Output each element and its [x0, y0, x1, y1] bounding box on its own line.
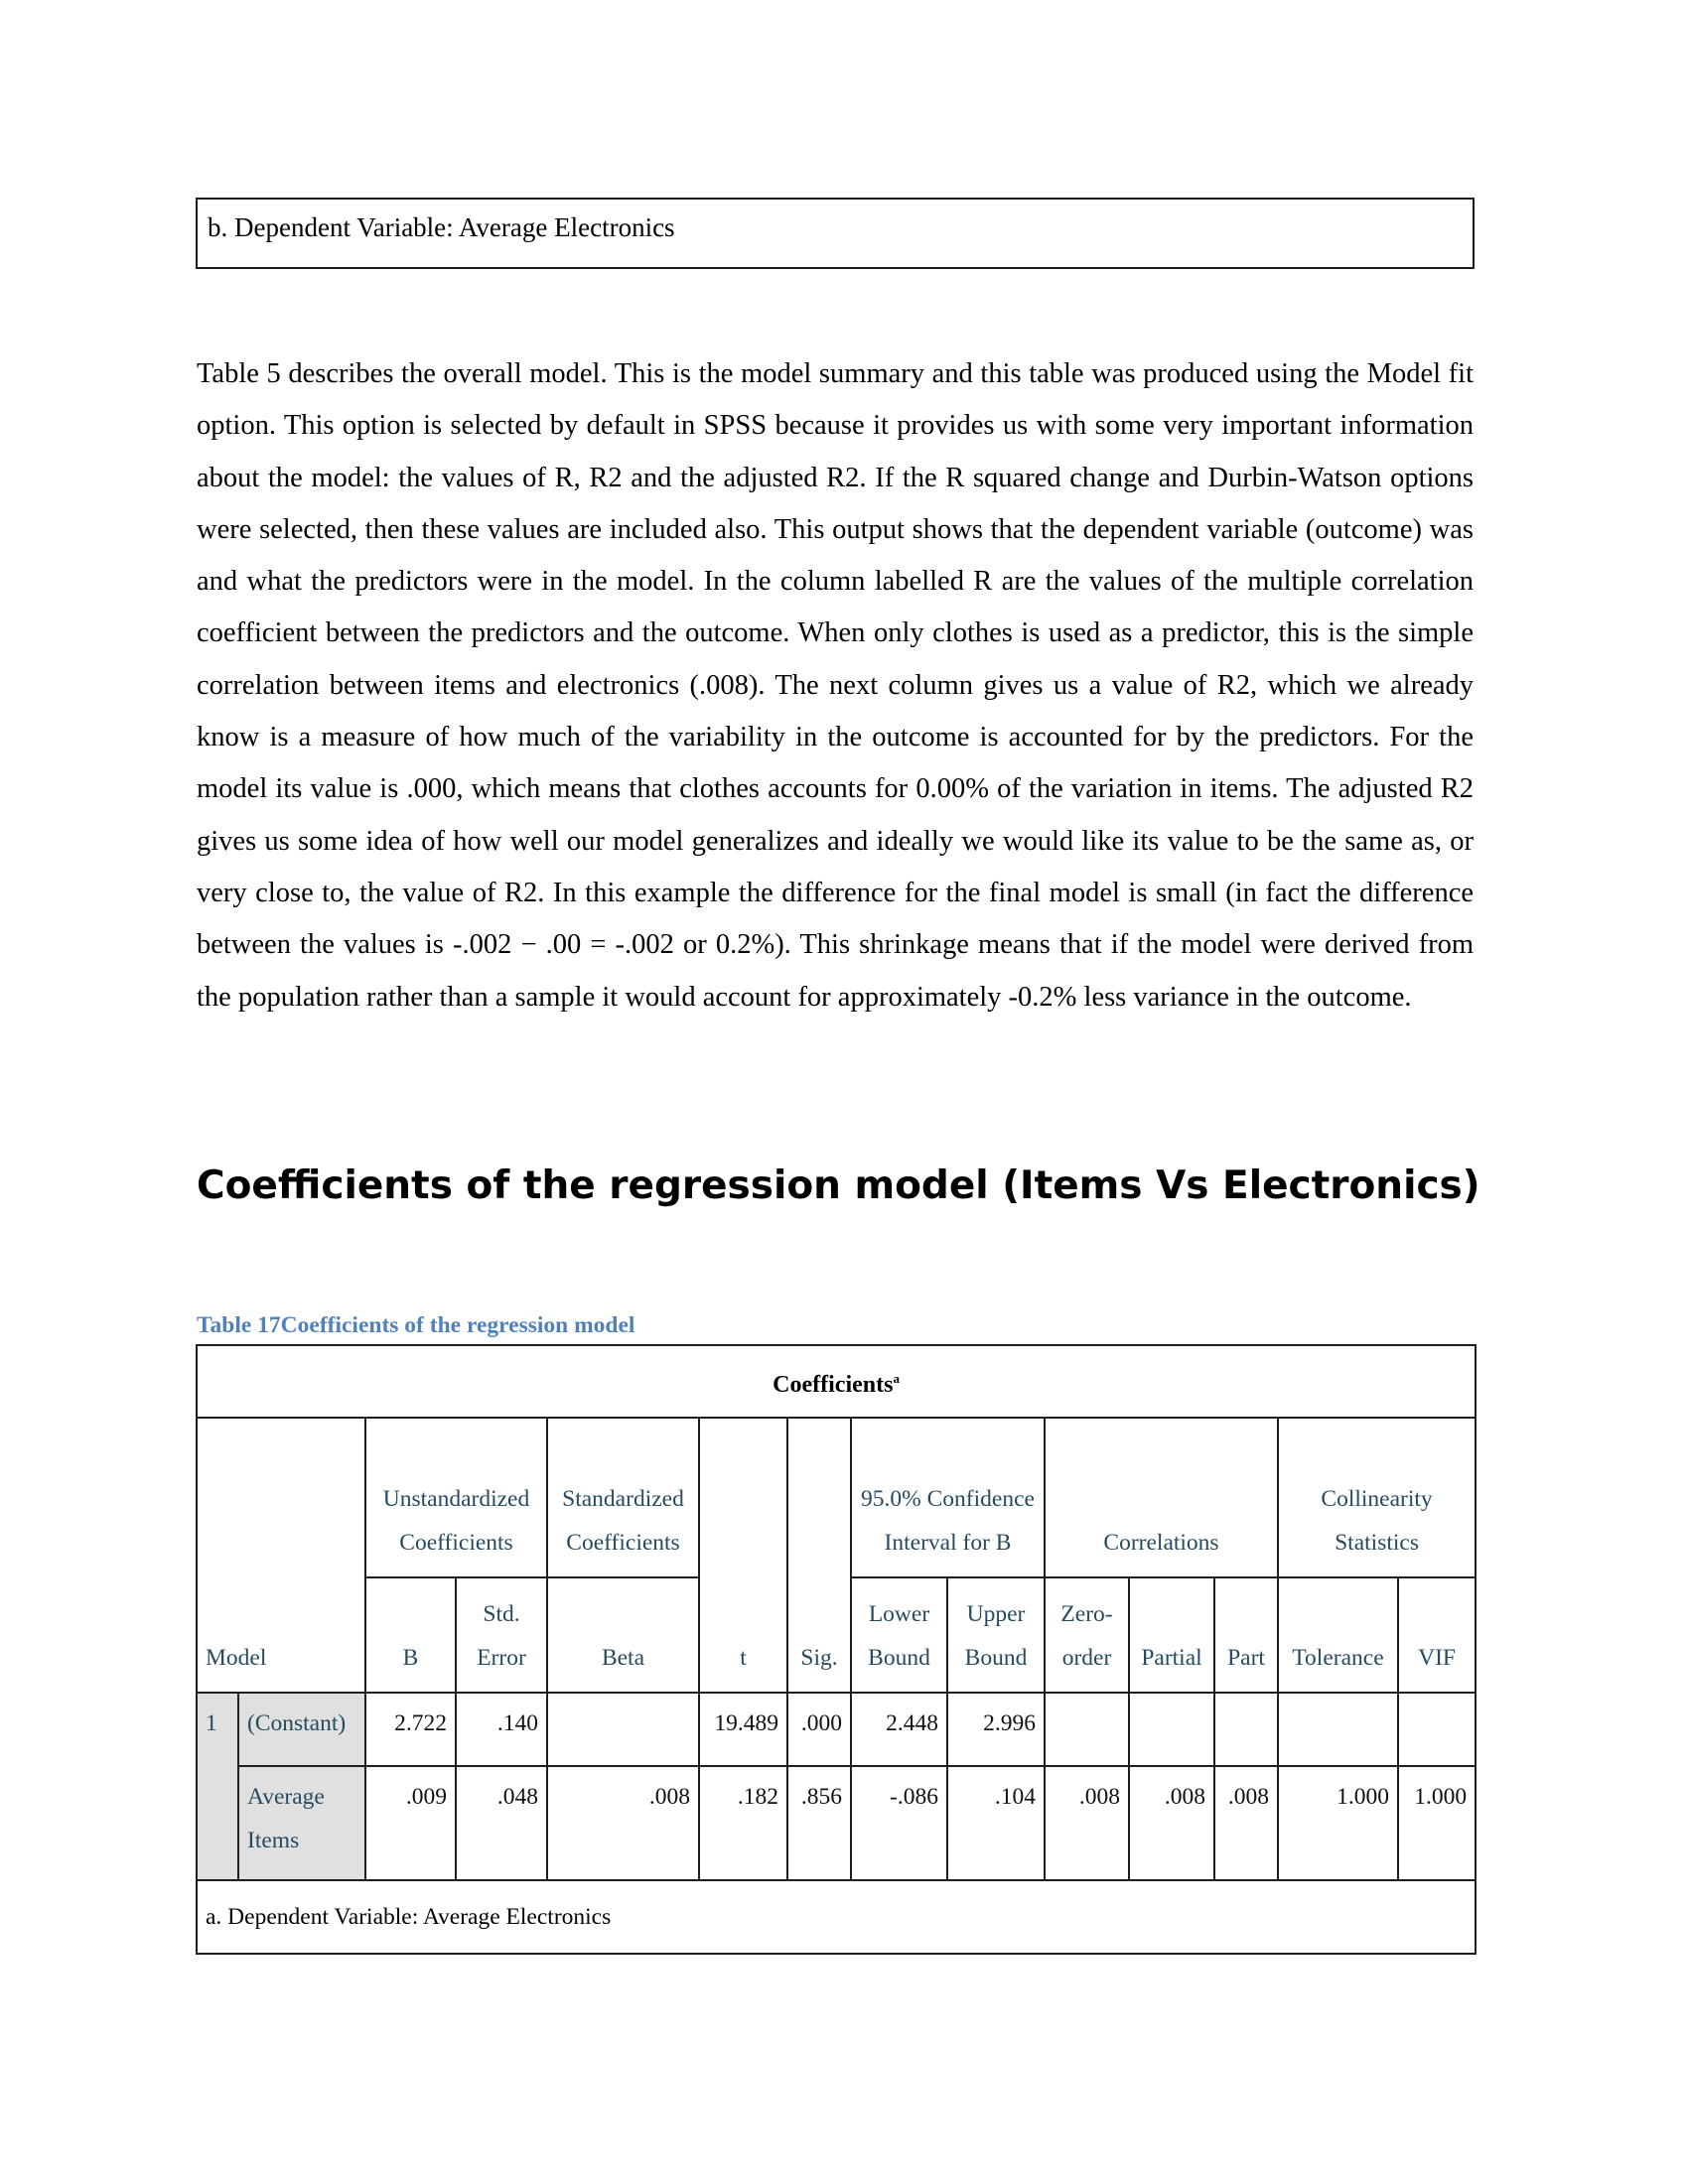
header-beta: Beta [547, 1577, 699, 1693]
table-row [197, 1693, 1476, 1766]
cell-beta: .008 [547, 1766, 699, 1880]
cell-beta [547, 1693, 699, 1766]
model-number: 1 [197, 1693, 238, 1880]
row-label: (Constant) [238, 1693, 365, 1766]
cell-sig: .856 [787, 1766, 851, 1880]
header-b: B [365, 1577, 456, 1693]
header-lower-bound: Lower Bound [851, 1577, 947, 1693]
cell-upper: .104 [947, 1766, 1045, 1880]
cell-std-error: .140 [456, 1693, 547, 1766]
cell-b: .009 [365, 1766, 456, 1880]
header-ci: 95.0% Confidence Interval for B [851, 1418, 1045, 1577]
cell-part [1214, 1693, 1278, 1766]
header-correlations: Correlations [1045, 1418, 1278, 1577]
cell-sig: .000 [787, 1693, 851, 1766]
row-label: Average Items [238, 1766, 365, 1880]
header-upper-bound: Upper Bound [947, 1577, 1045, 1693]
cell-tolerance [1278, 1693, 1398, 1766]
header-part: Part [1214, 1577, 1278, 1693]
body-paragraph: Table 5 describes the overall model. This is the model summary and this table was produced using the Model fit option. This option is selected by default in SPSS because it provides us with some very important information about the model: the values of R, R2 and the adjusted R2. If the R squared change and Durbin-Watson options were selected, then these values are included also. This output shows that the dependent variable (outcome) was and what the predictors were in the model. In the column labelled R are the values of the multiple correlation coefficient between the predictors and the outcome. When only clothes is used as a predictor, this is the simple correlation between items and electronics (.008). The next column gives us a value of R2, which we already know is a measure of how much of the variability in the outcome is accounted for by the predictors. For the model its value is .000, which means that clothes accounts for 0.00% of the variation in items. The adjusted R2 gives us some idea of how well our model generalizes and ideally we would like its value to be the same as, or very close to, the value of R2. In this example the difference for the final model is small (in fact the difference between the values is -.002 − .00 = -.002 or 0.2%). This shrinkage means that if the model were derived from the population rather than a sample it would account for approximately -0.2% less variance in the outcome. [197, 358, 1474, 1013]
header-vif: VIF [1398, 1577, 1476, 1693]
cell-vif: 1.000 [1398, 1766, 1476, 1880]
header-std-error: Std. Error [456, 1577, 547, 1693]
header-unstandardized: Unstandardized Coefficients [365, 1418, 547, 1577]
cell-t: .182 [699, 1766, 787, 1880]
header-standardized: Standardized Coefficients [547, 1418, 699, 1577]
previous-table-footnote-box [196, 198, 1475, 269]
section-heading: Coefficients of the regression model (Items Vs Electronics) [197, 1163, 1480, 1208]
cell-tolerance: 1.000 [1278, 1766, 1398, 1880]
table-row [197, 1766, 1476, 1880]
cell-lower: 2.448 [851, 1693, 947, 1766]
header-sig: Sig. [787, 1418, 851, 1693]
cell-part: .008 [1214, 1766, 1278, 1880]
coefficients-table [196, 1344, 1477, 1955]
cell-t: 19.489 [699, 1693, 787, 1766]
header-zero-order: Zero-order [1045, 1577, 1129, 1693]
header-collinearity: Collinearity Statistics [1278, 1418, 1476, 1577]
cell-std-error: .048 [456, 1766, 547, 1880]
cell-partial [1129, 1693, 1214, 1766]
table-footnote: a. Dependent Variable: Average Electronics [197, 1880, 1476, 1954]
header-partial: Partial [1129, 1577, 1214, 1693]
previous-table-footnote: b. Dependent Variable: Average Electronics [208, 212, 675, 242]
table-caption: Table 17Coefficients of the regression model [197, 1312, 635, 1338]
header-t: t [699, 1418, 787, 1693]
header-model: Model [197, 1418, 365, 1693]
cell-upper: 2.996 [947, 1693, 1045, 1766]
cell-lower: -.086 [851, 1766, 947, 1880]
header-tolerance: Tolerance [1278, 1577, 1398, 1693]
cell-b: 2.722 [365, 1693, 456, 1766]
cell-zero-order [1045, 1693, 1129, 1766]
cell-partial: .008 [1129, 1766, 1214, 1880]
cell-vif [1398, 1693, 1476, 1766]
cell-zero-order: .008 [1045, 1766, 1129, 1880]
table-title: Coefficients$^a$ [197, 1345, 1476, 1418]
